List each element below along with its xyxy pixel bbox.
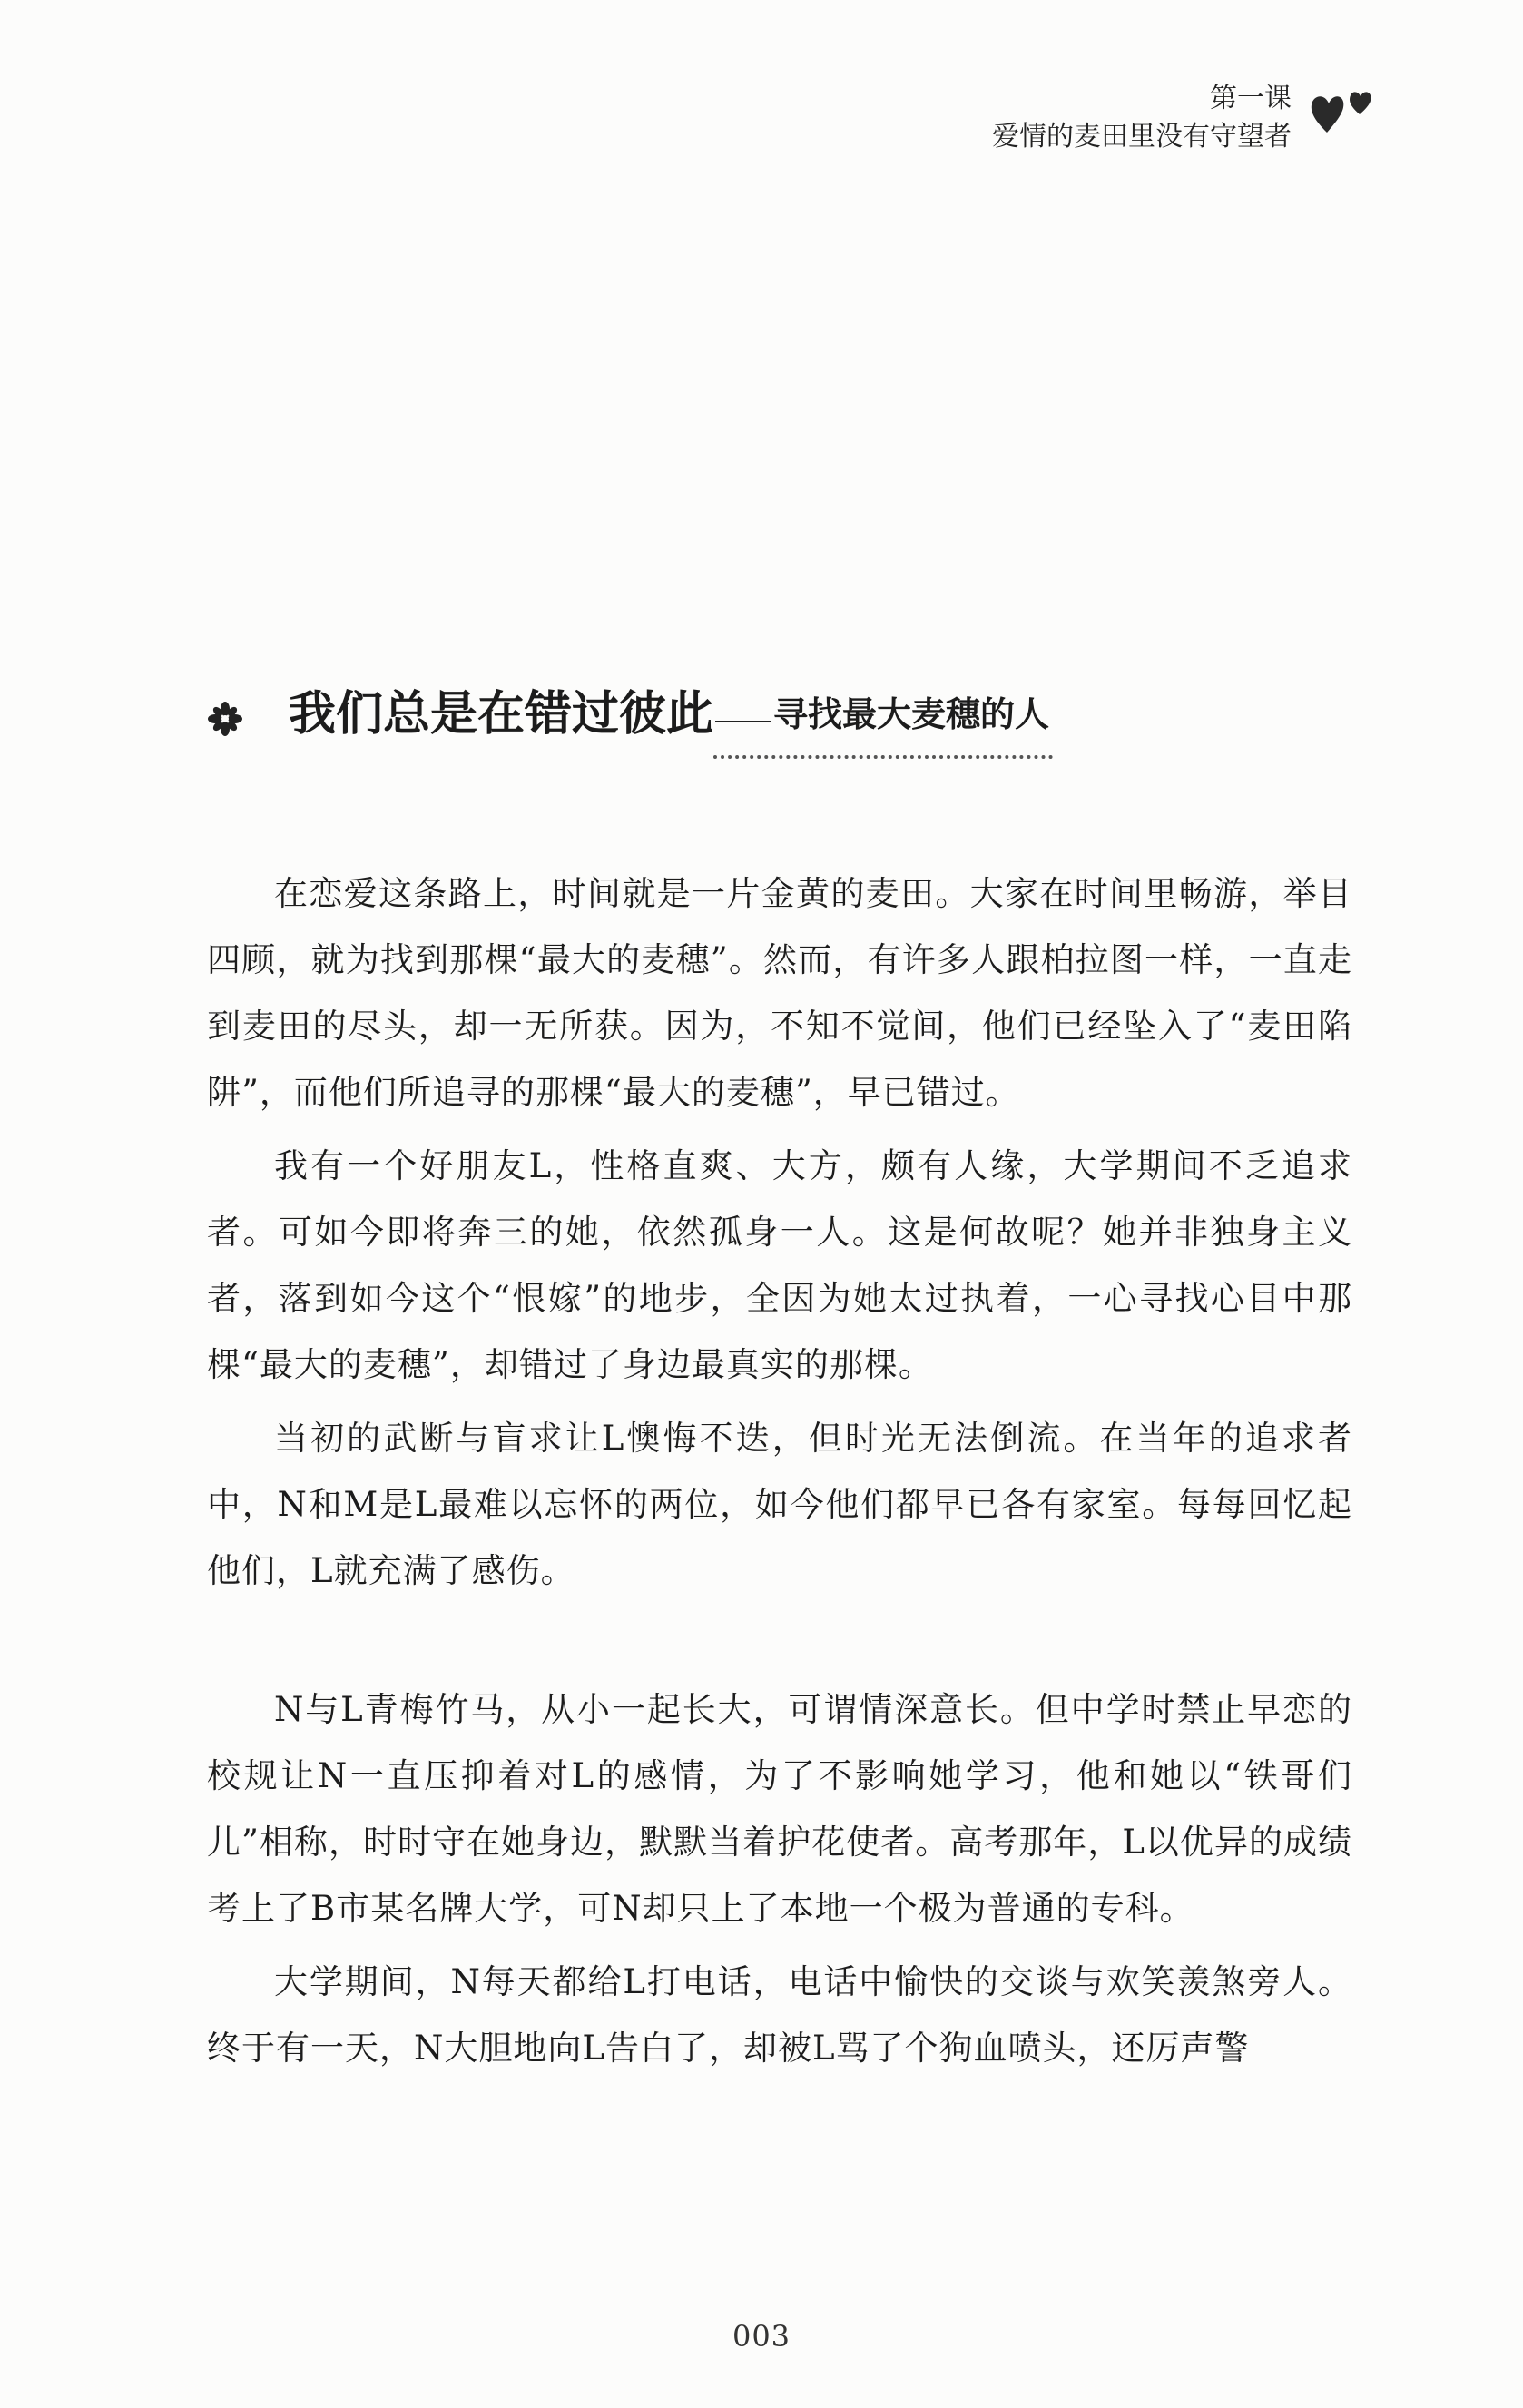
body-text <box>207 860 1352 2081</box>
paragraph-4: N与L青梅竹马，从小一起长大，可谓情深意长。但中学时禁止早恋的校规让N一直压抑着对L的感情，为了不影响她学习，他和她以“铁哥们儿”相称，时时守在她身边，默默当着护花使者。高考那年，L以优异的成绩考上了B市某名牌大学，可N却只上了本地一个极为普通的专科。 <box>207 1690 1352 1928</box>
heading-main: 我们总是在错过彼此 <box>289 686 714 742</box>
section-heading <box>207 673 1049 746</box>
running-header-chapter: 爱情的麦田里没有守望者 <box>992 121 1292 152</box>
heading-sub: 寻找最大麦穗的人 <box>773 693 1050 734</box>
paragraph-3: 当初的武断与盲求让L懊悔不迭，但时光无法倒流。在当年的追求者中，N和M是L最难以忘怀的两位，如今他们都早已各有家室。每每回忆起他们，L就充满了感伤。 <box>207 1419 1352 1590</box>
heading-dash <box>715 721 771 722</box>
heading-sub-wrap <box>773 683 1049 746</box>
hearts-icon <box>1307 80 1380 143</box>
paragraph-2: 我有一个好朋友L，性格直爽、大方，颇有人缘，大学期间不乏追求者。可如今即将奔三的她，依然孤身一人。这是何故呢？她并非独身主义者，落到如今这个“恨嫁”的地步，全因为她太过执着，一心寻找心目中那棵“最大的麦穗”，却错过了身边最真实的那棵。 <box>207 1146 1352 1384</box>
running-header <box>992 80 1292 156</box>
flower-icon <box>207 701 243 737</box>
paragraph-5: 大学期间，N每天都给L打电话，电话中愉快的交谈与欢笑羡煞旁人。终于有一天，N大胆地向L告白了，却被L骂了个狗血喷头，还厉声警 <box>207 1962 1352 2068</box>
running-header-lesson: 第一课 <box>1210 83 1292 114</box>
page-number: 003 <box>732 2319 791 2354</box>
paragraph-1: 在恋爱这条路上，时间就是一片金黄的麦田。大家在时间里畅游，举目四顾，就为找到那棵“最大的麦穗”。然而，有许多人跟柏拉图一样，一直走到麦田的尽头，却一无所获。因为，不知不觉间，他们已经坠入了“麦田陷阱”，而他们所追寻的那棵“最大的麦穗”，早已错过。 <box>207 874 1352 1112</box>
heading-dotted-underline <box>713 755 1053 759</box>
